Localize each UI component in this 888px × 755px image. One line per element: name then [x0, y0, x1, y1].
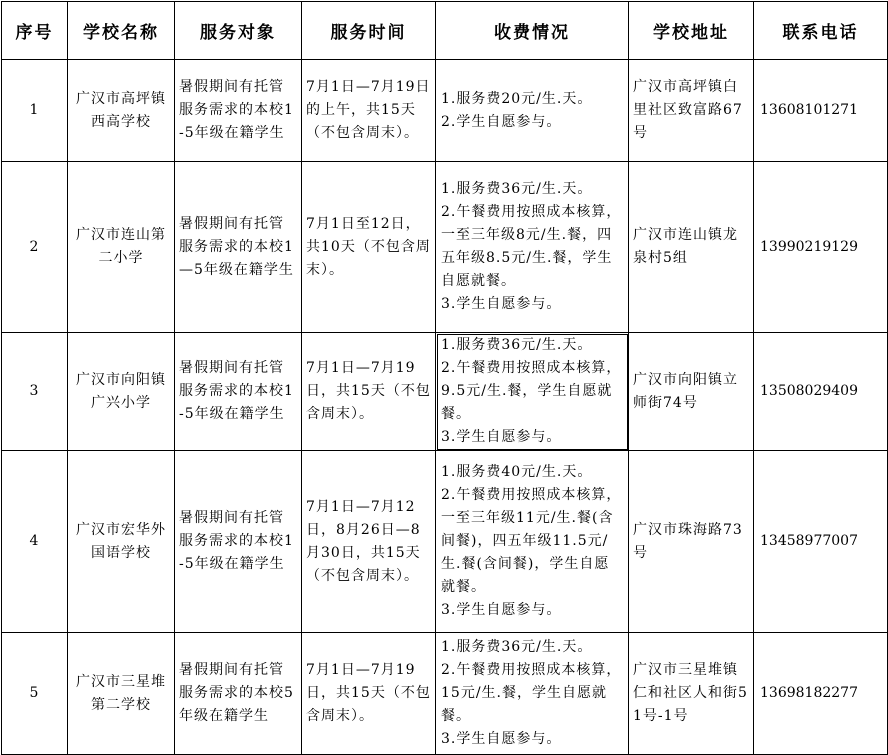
contact-phone: 13508029409	[754, 333, 888, 451]
service-time: 7月1日—7月19日的上午，共15天（不包含周末）。	[302, 60, 436, 162]
school-address: 广汉市向阳镇立师街74号	[629, 333, 754, 451]
table-row	[2, 333, 888, 451]
service-time: 7月1日—7月19日，共15天（不包含周末）。	[302, 333, 436, 451]
table-row	[2, 162, 888, 333]
header-address: 学校地址	[629, 2, 754, 60]
school-name: 广汉市宏华外国语学校	[68, 451, 175, 633]
header-fee: 收费情况	[436, 2, 629, 60]
school-address: 广汉市高坪镇白里社区致富路67号	[629, 60, 754, 162]
row-index: 3	[2, 333, 68, 451]
service-target: 暑假期间有托管服务需求的本校5年级在籍学生	[175, 633, 302, 755]
service-target: 暑假期间有托管服务需求的本校1-5年级在籍学生	[175, 333, 302, 451]
header-school-name: 学校名称	[68, 2, 175, 60]
row-index: 4	[2, 451, 68, 633]
fee-info: 1.服务费40元/生.天。 2.午餐费用按照成本核算，一至三年级11元/生.餐(含间餐)，四五年级11.5元/生.餐(含间餐)，学生自愿就餐。 3.学生自愿参与。	[436, 451, 629, 633]
school-address: 广汉市连山镇龙泉村5组	[629, 162, 754, 333]
contact-phone: 13458977007	[754, 451, 888, 633]
contact-phone: 13990219129	[754, 162, 888, 333]
header-index: 序号	[2, 2, 68, 60]
service-target: 暑假期间有托管服务需求的本校1-5年级在籍学生	[175, 60, 302, 162]
service-time: 7月1日—7月19日，共15天（不包含周末）。	[302, 633, 436, 755]
header-service-target: 服务对象	[175, 2, 302, 60]
school-name: 广汉市三星堆第二学校	[68, 633, 175, 755]
row-index: 1	[2, 60, 68, 162]
fee-info: 1.服务费36元/生.天。 2.午餐费用按照成本核算，15元/生.餐，学生自愿就餐。 3.学生自愿参与。	[436, 633, 629, 755]
school-name: 广汉市连山第二小学	[68, 162, 175, 333]
school-name: 广汉市向阳镇广兴小学	[68, 333, 175, 451]
fee-info: 1.服务费36元/生.天。 2.午餐费用按照成本核算，一至三年级8元/生.餐，四五年级8.5元/生.餐，学生自愿就餐。 3.学生自愿参与。	[436, 162, 629, 333]
table-row	[2, 633, 888, 755]
fee-info: 1.服务费20元/生.天。 2.学生自愿参与。	[436, 60, 629, 162]
contact-phone: 13608101271	[754, 60, 888, 162]
school-address: 广汉市珠海路73号	[629, 451, 754, 633]
service-target: 暑假期间有托管服务需求的本校1-5年级在籍学生	[175, 451, 302, 633]
service-time: 7月1日—7月12日，8月26日—8月30日，共15天（不包含周末）。	[302, 451, 436, 633]
table-row	[2, 451, 888, 633]
school-service-table	[1, 1, 888, 755]
header-phone: 联系电话	[754, 2, 888, 60]
school-name: 广汉市高坪镇西高学校	[68, 60, 175, 162]
fee-info: 1.服务费36元/生.天。 2.午餐费用按照成本核算，9.5元/生.餐，学生自愿就餐。 3.学生自愿参与。	[436, 333, 629, 451]
table-row	[2, 60, 888, 162]
school-address: 广汉市三星堆镇仁和社区人和街51号-1号	[629, 633, 754, 755]
row-index: 5	[2, 633, 68, 755]
service-time: 7月1日至12日，共10天（不包含周末）。	[302, 162, 436, 333]
header-row	[2, 2, 888, 60]
row-index: 2	[2, 162, 68, 333]
service-target: 暑假期间有托管服务需求的本校1—5年级在籍学生	[175, 162, 302, 333]
header-service-time: 服务时间	[302, 2, 436, 60]
contact-phone: 13698182277	[754, 633, 888, 755]
